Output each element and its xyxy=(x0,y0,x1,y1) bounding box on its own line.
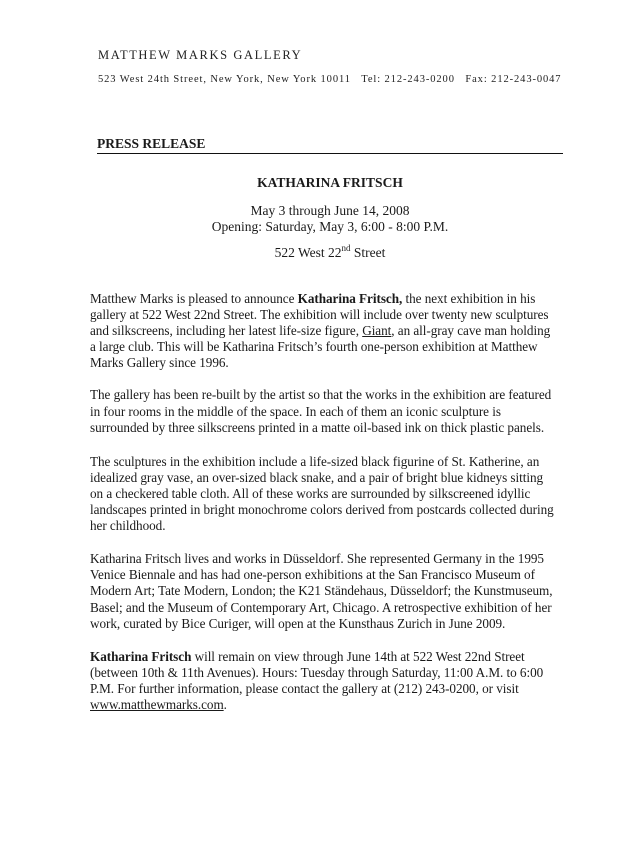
artist-name-bold: Katharina Fritsch, xyxy=(297,291,403,306)
venue-ordinal-suffix: nd xyxy=(341,242,351,253)
paragraph-sculptures: The sculptures in the exhibition include a life-sized black figurine of St. Katherine, an idealized gray vase, an over-sized black snake, and a pair of bright blue kidneys sitting on a checkered table cloth. All of these works are surrounded by silkscreened idyllic landscapes printed in bright monochrome colors derived from postcards collected during her childhood. xyxy=(90,453,554,534)
paragraph-announcement xyxy=(90,291,558,371)
paragraph-gallery-layout: The gallery has been re-built by the artist so that the works in the exhibition are featured in four rooms in the middle of the space. In each of them an iconic sculpture is surrounded by three silkscreens printed in a matte oil-based ink on thick plastic panels. xyxy=(90,387,552,435)
artwork-title: Giant xyxy=(362,323,392,339)
exhibition-venue xyxy=(97,242,563,261)
gallery-fax: Fax: 212-243-0047 xyxy=(465,74,562,85)
exhibition-artist-title: KATHARINA FRITSCH xyxy=(257,175,403,190)
opening-reception: Opening: Saturday, May 3, 6:00 - 8:00 P.M. xyxy=(211,219,449,234)
paragraph-visiting-info xyxy=(90,649,558,713)
visiting-info-end: . xyxy=(223,696,227,712)
visiting-info-text: will remain on view through June 14th at 522 West 22nd Street (between 10th & 11th Avenues). Hours: Tuesday through Saturday, 11:00 A.M. to 6:00 P.M. For further information, please contact the gallery at (212) 243-0200, or visit xyxy=(90,648,544,696)
paragraph-biography: Katharina Fritsch lives and works in Düsseldorf. She represented Germany in the 1995 Venice Biennale and has had one-person exhibitions at the San Francisco Museum of Modern Art; Tate Modern, London; the K21 Ständehaus, Düsseldorf; the Kunstmuseum, Basel; and the Museum of Contemporary Art, Chicago. A retrospective exhibition of her work, curated by Bice Curiger, will open at the Kunsthaus Zurich in June 2009. xyxy=(90,551,553,631)
artist-name-bold: Katharina Fritsch xyxy=(90,648,192,664)
announcement-text-end: , an all-gray cave man holding a large club. This will be Katharina Fritsch’s fourth one-person exhibition at Matthew Marks Gallery since 1996. xyxy=(90,323,551,371)
press-release-body xyxy=(90,291,558,729)
announcement-text: the next exhibition in his gallery at 522 West 22nd Street. The exhibition will include over twenty new sculptures and silkscreens, including her latest life-size figure, xyxy=(90,291,549,339)
letterhead xyxy=(98,48,628,86)
address-line xyxy=(98,73,628,86)
gallery-name: MATTHEW MARKS GALLERY xyxy=(98,48,303,62)
venue-number: 522 West 22 xyxy=(274,245,342,260)
press-release-heading: PRESS RELEASE xyxy=(97,136,563,154)
exhibition-dates xyxy=(97,203,563,235)
announcement-intro: Matthew Marks is pleased to announce xyxy=(90,291,298,306)
gallery-address: 523 West 24th Street, New York, New York 10011 xyxy=(98,74,351,85)
venue-street: Street xyxy=(350,245,386,260)
gallery-telephone: Tel: 212-243-0200 xyxy=(361,74,455,85)
date-range: May 3 through June 14, 2008 xyxy=(250,203,410,218)
gallery-website-link[interactable]: www.matthewmarks.com xyxy=(90,696,224,712)
